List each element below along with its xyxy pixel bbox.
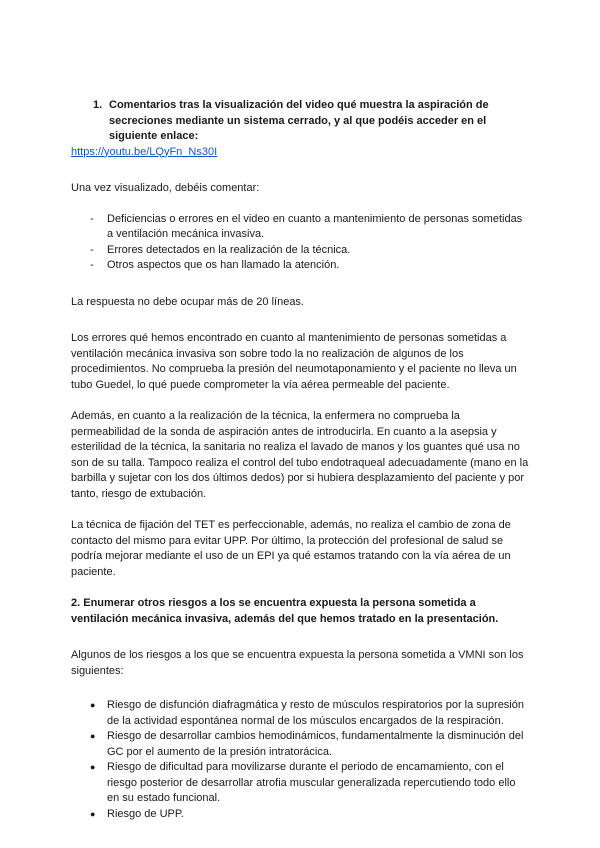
bullet-marker: ●: [90, 731, 96, 741]
answer-paragraph: La técnica de fijación del TET es perfeccionable, además, no realiza el cambio de zona de contacto del mismo para evitar UPP. Por último, la protección del profesional de salud se podría mejorar mediante el uso de un EPI ya qué estamos tratando con la vía aérea de un paciente.: [71, 519, 511, 578]
list-item: [71, 698, 529, 729]
question-1: [71, 98, 529, 145]
dash-marker: -: [90, 243, 94, 256]
list-item-text: Riesgo de dificultad para movilizarse durante el periodo de encamamiento, con el riesgo posterior de desarrollar atrofia muscular generalizada repercutiendo todo ello en su estado funcional.: [107, 761, 516, 804]
intro-text: Una vez visualizado, debéis comentar:: [71, 182, 260, 194]
list-item: [71, 760, 529, 807]
dash-marker: -: [90, 212, 94, 225]
video-link[interactable]: https://youtu.be/LQyFn_Ns30I: [71, 145, 218, 158]
list-item-text: Otros aspectos que os han llamado la atención.: [107, 259, 340, 271]
list-item: [71, 729, 529, 760]
bullet-marker: ●: [90, 808, 96, 819]
question-2: 2. Enumerar otros riesgos a los se encuentra expuesta la persona sometida a ventilación mecánica invasiva, además del que hemos tratado en la presentación.: [71, 597, 499, 625]
list-item: [71, 243, 529, 259]
risks-list: [71, 698, 529, 822]
list-item: [71, 807, 529, 823]
list-item: [71, 212, 529, 243]
list-item-text: Deficiencias o errores en el video en cuanto a mantenimiento de personas sometidas a ventilación mecánica invasiva.: [107, 212, 523, 240]
comment-points-list: [71, 212, 529, 274]
bullet-marker: ●: [90, 762, 96, 772]
list-item-text: Riesgo de UPP.: [107, 807, 184, 820]
list-item-text: Errores detectados en la realización de la técnica.: [107, 243, 351, 256]
list-item-text: Riesgo de disfunción diafragmática y resto de músculos respiratorios por la supresión de la actividad espontánea normal de los músculos encargados de la respiración.: [107, 699, 524, 727]
answer-paragraph: Además, en cuanto a la realización de la técnica, la enfermera no comprueba la permeabilidad de la sonda de aspiración antes de introducirla. En cuanto a la asepsia y esterilidad de la técnica, la sanitaria no realiza el lavado de manos y los guantes qué usa no son de su talla. Tampoco realiza el control del tubo endotraqueal adecuadamente (mano en la barbilla y sujetar con los dos últimos dedos) por si hubiera desplazamiento del paciente y por tanto, riesgo de extubación.: [71, 410, 529, 500]
limit-note: La respuesta no debe ocupar más de 20 líneas.: [71, 295, 304, 308]
answer-paragraph: Los errores qué hemos encontrado en cuanto al mantenimiento de personas sometidas a ventilación mecánica invasiva son sobre todo la no realización de algunos de los procedimientos. No comprueba la presión del neumotaponamiento y el paciente no lleva un tubo Guedel, lo qué puede comprometer la vía aérea permeable del paciente.: [71, 332, 517, 391]
question-1-number: 1.: [93, 99, 103, 111]
risks-intro: Algunos de los riesgos a los que se encuentra expuesta la persona sometida a VMNI son los siguientes:: [71, 649, 524, 677]
list-item: [71, 258, 529, 274]
question-1-text: Comentarios tras la visualización del video qué muestra la aspiración de secreciones mediante un sistema cerrado, y al que podéis acceder en el siguiente enlace:: [109, 99, 489, 142]
document-page: [71, 98, 529, 822]
dash-marker: -: [90, 259, 94, 271]
list-item-text: Riesgo de desarrollar cambios hemodinámicos, fundamentalmente la disminución del GC por el aumento de la presión intratorácica.: [107, 730, 524, 758]
bullet-marker: ●: [90, 700, 96, 710]
